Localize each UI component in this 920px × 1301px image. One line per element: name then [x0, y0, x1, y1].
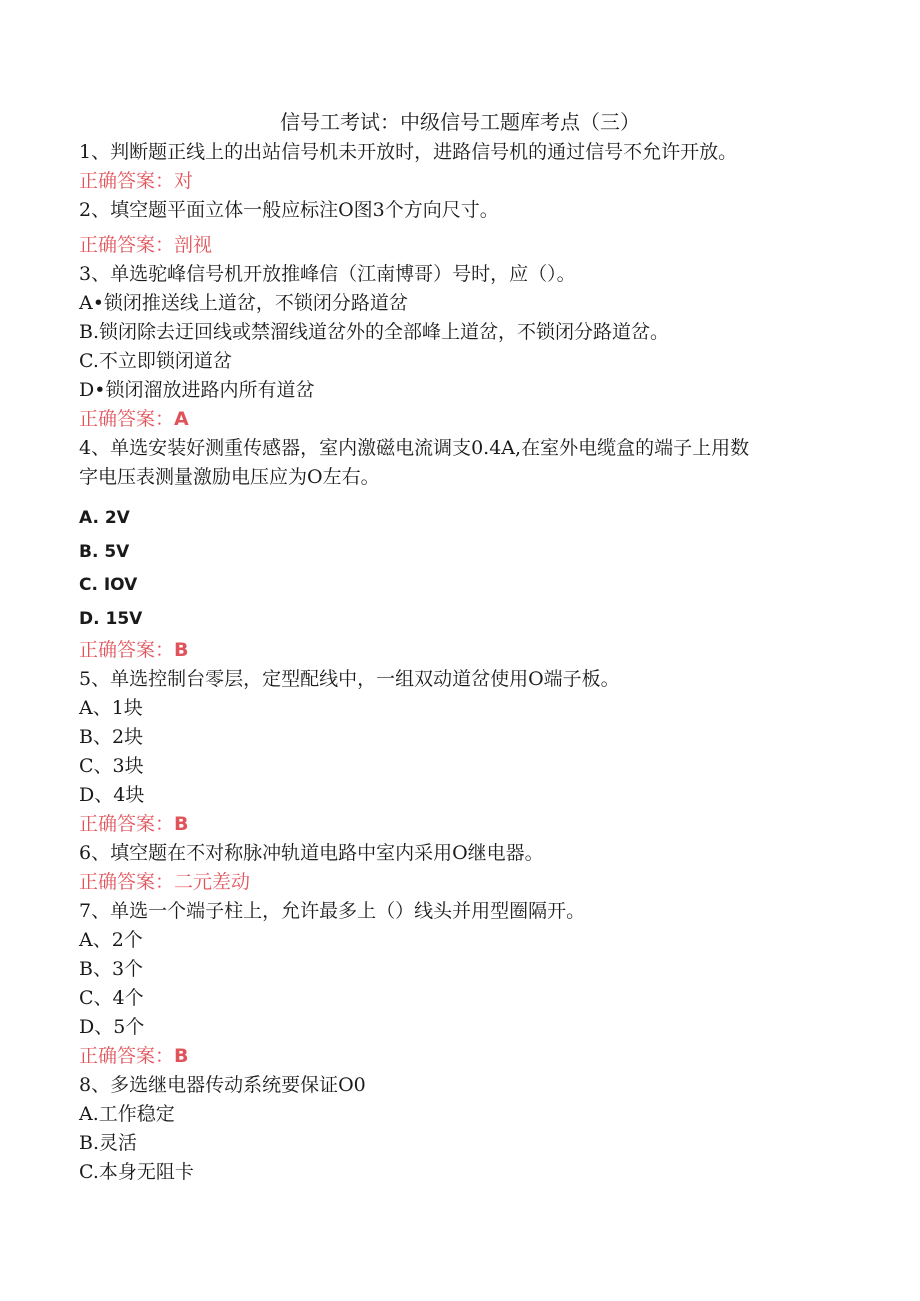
option-7b: B、3个 — [79, 958, 144, 980]
answer-value: B — [174, 639, 189, 661]
question-4-line2: 字电压表测量激励电压应为O左右。 — [79, 466, 380, 488]
option-5d: D、4块 — [79, 784, 145, 806]
answer-value: A — [174, 408, 189, 430]
option-7a: A、2个 — [79, 929, 143, 951]
answer-label: 正确答案： — [79, 170, 175, 192]
answer-label: 正确答案： — [79, 408, 175, 430]
answer-value: 对 — [174, 170, 194, 192]
option-7c: C、4个 — [79, 987, 144, 1009]
option-4c: C. IOV — [79, 575, 138, 595]
answer-1 — [79, 167, 839, 196]
answer-3 — [79, 405, 839, 434]
option-3a: A•锁闭推送线上道岔，不锁闭分路道岔 — [79, 292, 408, 314]
answer-6 — [79, 868, 839, 897]
option-8c: C.本身无阻卡 — [79, 1161, 194, 1183]
answer-2 — [79, 231, 839, 260]
option-4a: A. 2V — [79, 508, 130, 528]
answer-label: 正确答案： — [79, 639, 175, 661]
page-title: 信号工考试：中级信号工题库考点（三） — [280, 110, 640, 134]
question-2: 2、填空题平面立体一般应标注O图3个方向尺寸。 — [79, 199, 499, 221]
option-5b: B、2块 — [79, 726, 144, 748]
option-5a: A、1块 — [79, 697, 143, 719]
option-3b: B.锁闭除去迂回线或禁溜线道岔外的全部峰上道岔，不锁闭分路道岔。 — [79, 321, 670, 343]
option-8b: B.灵活 — [79, 1132, 138, 1154]
option-4b: B. 5V — [79, 541, 130, 562]
answer-label: 正确答案： — [79, 234, 175, 256]
question-8: 8、多选继电器传动系统要保证O0 — [79, 1074, 366, 1096]
question-5: 5、单选控制台零层，定型配线中，一组双动道岔使用O端子板。 — [79, 668, 620, 690]
option-5c: C、3块 — [79, 755, 144, 777]
option-4d: D. 15V — [79, 608, 143, 629]
answer-4 — [79, 636, 839, 665]
option-8a: A.工作稳定 — [79, 1103, 175, 1125]
answer-5 — [79, 810, 839, 839]
option-3c: C.不立即锁闭道岔 — [79, 350, 232, 372]
answer-value: 二元差动 — [174, 871, 251, 893]
question-4-line1: 4、单选安装好测重传感器，室内激磁电流调支0.4A,在室外电缆盒的端子上用数 — [79, 437, 750, 459]
answer-value: 剖视 — [174, 234, 213, 256]
option-3d: D•锁闭溜放进路内所有道岔 — [79, 379, 315, 401]
question-6: 6、填空题在不对称脉冲轨道电路中室内采用O继电器。 — [79, 842, 544, 864]
answer-label: 正确答案： — [79, 813, 175, 835]
question-3: 3、单选驼峰信号机开放推峰信（江南博哥）号时，应（）。 — [79, 263, 576, 285]
answer-label: 正确答案： — [79, 871, 175, 893]
question-1: 1、判断题正线上的出站信号机未开放时，进路信号机的通过信号不允许开放。 — [79, 141, 738, 163]
option-7d: D、5个 — [79, 1016, 145, 1038]
answer-7 — [79, 1042, 839, 1071]
answer-value: B — [174, 813, 189, 835]
question-7: 7、单选一个端子柱上，允许最多上（）线头并用型圈隔开。 — [79, 900, 586, 922]
answer-label: 正确答案： — [79, 1045, 175, 1067]
question-list — [79, 138, 839, 1187]
answer-value: B — [174, 1045, 189, 1067]
